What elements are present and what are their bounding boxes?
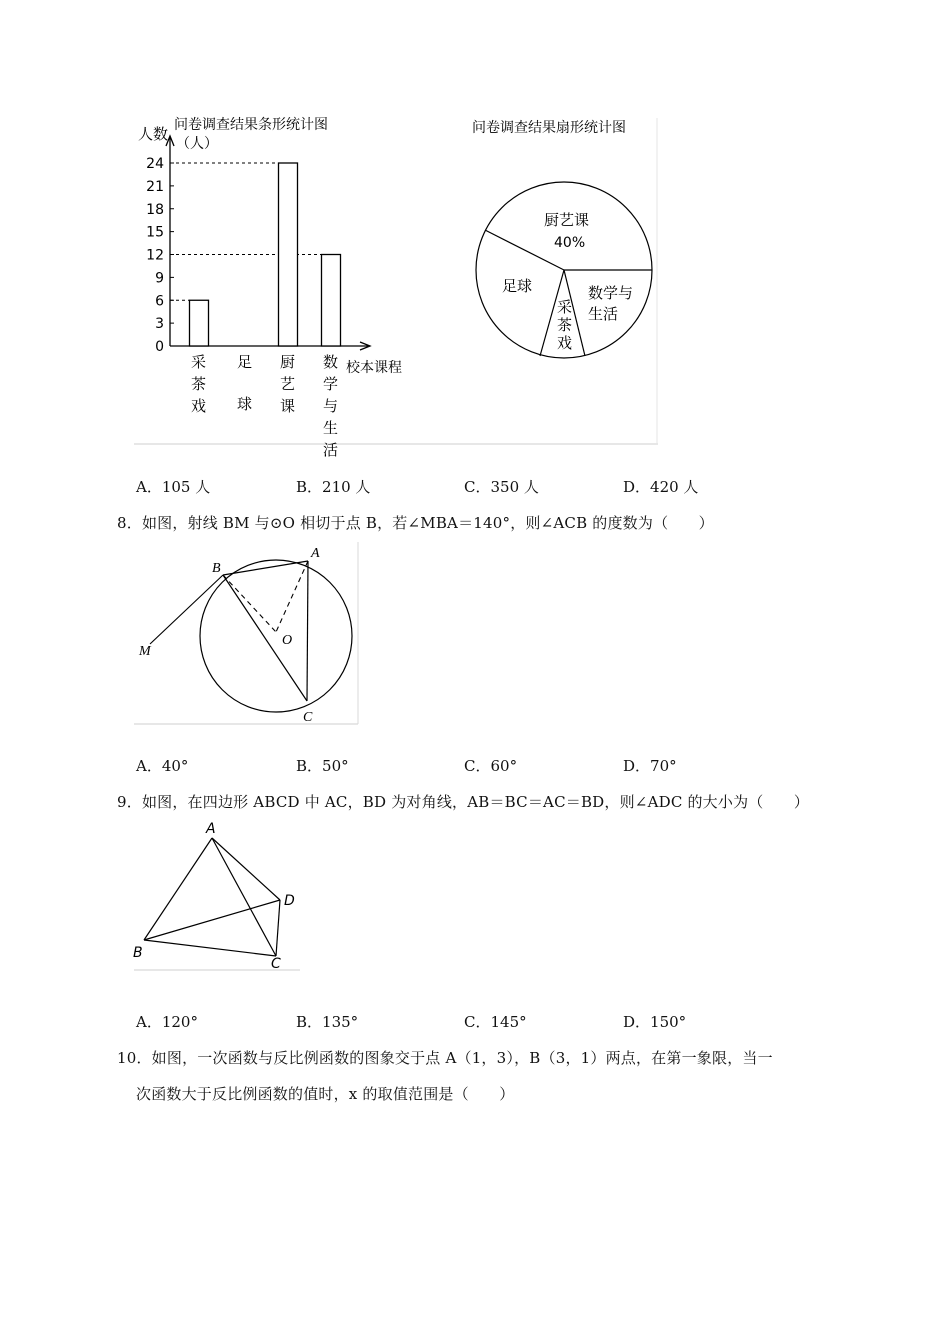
bar-0: [190, 300, 209, 346]
segment-bc: [223, 575, 307, 701]
bar-chart: [138, 116, 402, 459]
q8-text: 8．如图，射线 BM 与⊙O 相切于点 B，若∠MBA＝140°，则∠ACB 的度数为（ ）: [117, 514, 714, 532]
x-category-label: 足: [237, 353, 253, 371]
x-category-label: 厨: [280, 353, 296, 371]
label-b: B: [133, 945, 143, 961]
bar-chart-xlabel: 校本课程: [346, 360, 402, 376]
segment-ac: [307, 561, 308, 701]
q9-choice-c[interactable]: C．145°: [464, 1013, 527, 1031]
label-c: C: [271, 956, 281, 972]
label-a: A: [206, 821, 216, 837]
pie-chart-title: 问卷调查结果扇形统计图: [472, 120, 626, 136]
label-a: A: [311, 546, 320, 561]
segment-ad: [212, 838, 280, 900]
pie-slice-label-tea-3: 戏: [557, 334, 573, 352]
q9-choice-a[interactable]: A．120°: [136, 1013, 198, 1031]
q9-text: 9．如图，在四边形 ABCD 中 AC，BD 为对角线，AB＝BC＝AC＝BD，则∠ADC 的大小为（ ）: [117, 793, 810, 811]
q8-choice-b[interactable]: B．50°: [296, 757, 349, 775]
y-tick-label: 21: [146, 178, 164, 195]
ray-bm: [150, 575, 223, 644]
survey-charts-figure: [130, 108, 660, 459]
y-tick-label: 12: [146, 247, 164, 264]
label-o: O: [282, 633, 293, 648]
x-category-label: 课: [280, 397, 296, 415]
segment-bo: [223, 575, 276, 632]
bar-2: [279, 163, 298, 346]
pie-slice-label-football: 足球: [502, 277, 533, 295]
segment-dc: [276, 900, 280, 956]
segment-bd: [144, 900, 280, 940]
pie-divider-1: [485, 230, 564, 270]
x-category-label: 戏: [191, 397, 207, 415]
segment-ba: [223, 561, 308, 575]
y-tick-label: 0: [155, 339, 164, 355]
segment-bc: [144, 940, 276, 956]
q7-choice-d[interactable]: D．420 人: [623, 478, 699, 496]
bar-3: [322, 255, 341, 347]
pie-slice-label-math-2: 生活: [588, 305, 619, 323]
pie-slice-label-tea-2: 茶: [557, 316, 573, 334]
x-category-label: 与: [323, 397, 339, 415]
y-tick-label: 18: [146, 201, 164, 218]
q7-choice-c[interactable]: C．350 人: [464, 478, 539, 496]
q8-choice-a[interactable]: A．40°: [136, 757, 189, 775]
segment-ao: [276, 561, 308, 632]
q10-text-line1: 10．如图，一次函数与反比例函数的图象交于点 A（1，3），B（3，1）两点，在第一象限，当一: [117, 1049, 773, 1067]
q8-choice-c[interactable]: C．60°: [464, 757, 518, 775]
bar-chart-ylabel: 人数: [138, 125, 169, 143]
x-category-label: 采: [191, 353, 207, 371]
label-b: B: [212, 561, 221, 576]
label-d: D: [284, 893, 295, 909]
pie-slice-label-cooking: 厨艺课: [544, 211, 590, 229]
q9-choice-d[interactable]: D．150°: [623, 1013, 687, 1031]
x-category-label: 生: [323, 419, 339, 437]
y-tick-label: 9: [155, 270, 164, 287]
label-c: C: [303, 710, 313, 725]
pie-chart: [472, 119, 652, 358]
x-category-label: 球: [237, 395, 253, 413]
x-category-label: 茶: [191, 375, 207, 393]
q9-quadrilateral-figure: [130, 818, 304, 974]
q8-circle-figure: [130, 540, 362, 728]
label-m: M: [139, 644, 151, 659]
x-category-label: 艺: [280, 375, 296, 393]
q8-choice-d[interactable]: D．70°: [623, 757, 677, 775]
pie-slice-percent-cooking: 40%: [554, 235, 586, 251]
x-category-label: 数: [323, 353, 339, 371]
bar-chart-yunit: （人）: [176, 136, 218, 152]
y-tick-label: 3: [155, 316, 164, 333]
circle-o: [200, 560, 352, 712]
y-tick-label: 15: [146, 224, 164, 241]
pie-slice-label-tea-1: 采: [557, 298, 573, 316]
q7-choice-a[interactable]: A．105 人: [136, 478, 211, 496]
y-tick-label: 6: [155, 293, 164, 310]
bar-chart-title: 问卷调查结果条形统计图: [174, 117, 328, 133]
y-tick-label: 24: [146, 156, 164, 172]
q9-choice-b[interactable]: B．135°: [296, 1013, 359, 1031]
segment-ac: [212, 838, 276, 956]
segment-ab: [144, 838, 212, 940]
pie-slice-label-math-1: 数学与: [588, 284, 634, 302]
q10-text-line2: 次函数大于反比例函数的值时，x 的取值范围是（ ）: [136, 1085, 515, 1103]
q7-choice-b[interactable]: B．210 人: [296, 478, 371, 496]
x-category-label: 学: [323, 375, 339, 393]
x-category-label: 活: [323, 441, 339, 459]
